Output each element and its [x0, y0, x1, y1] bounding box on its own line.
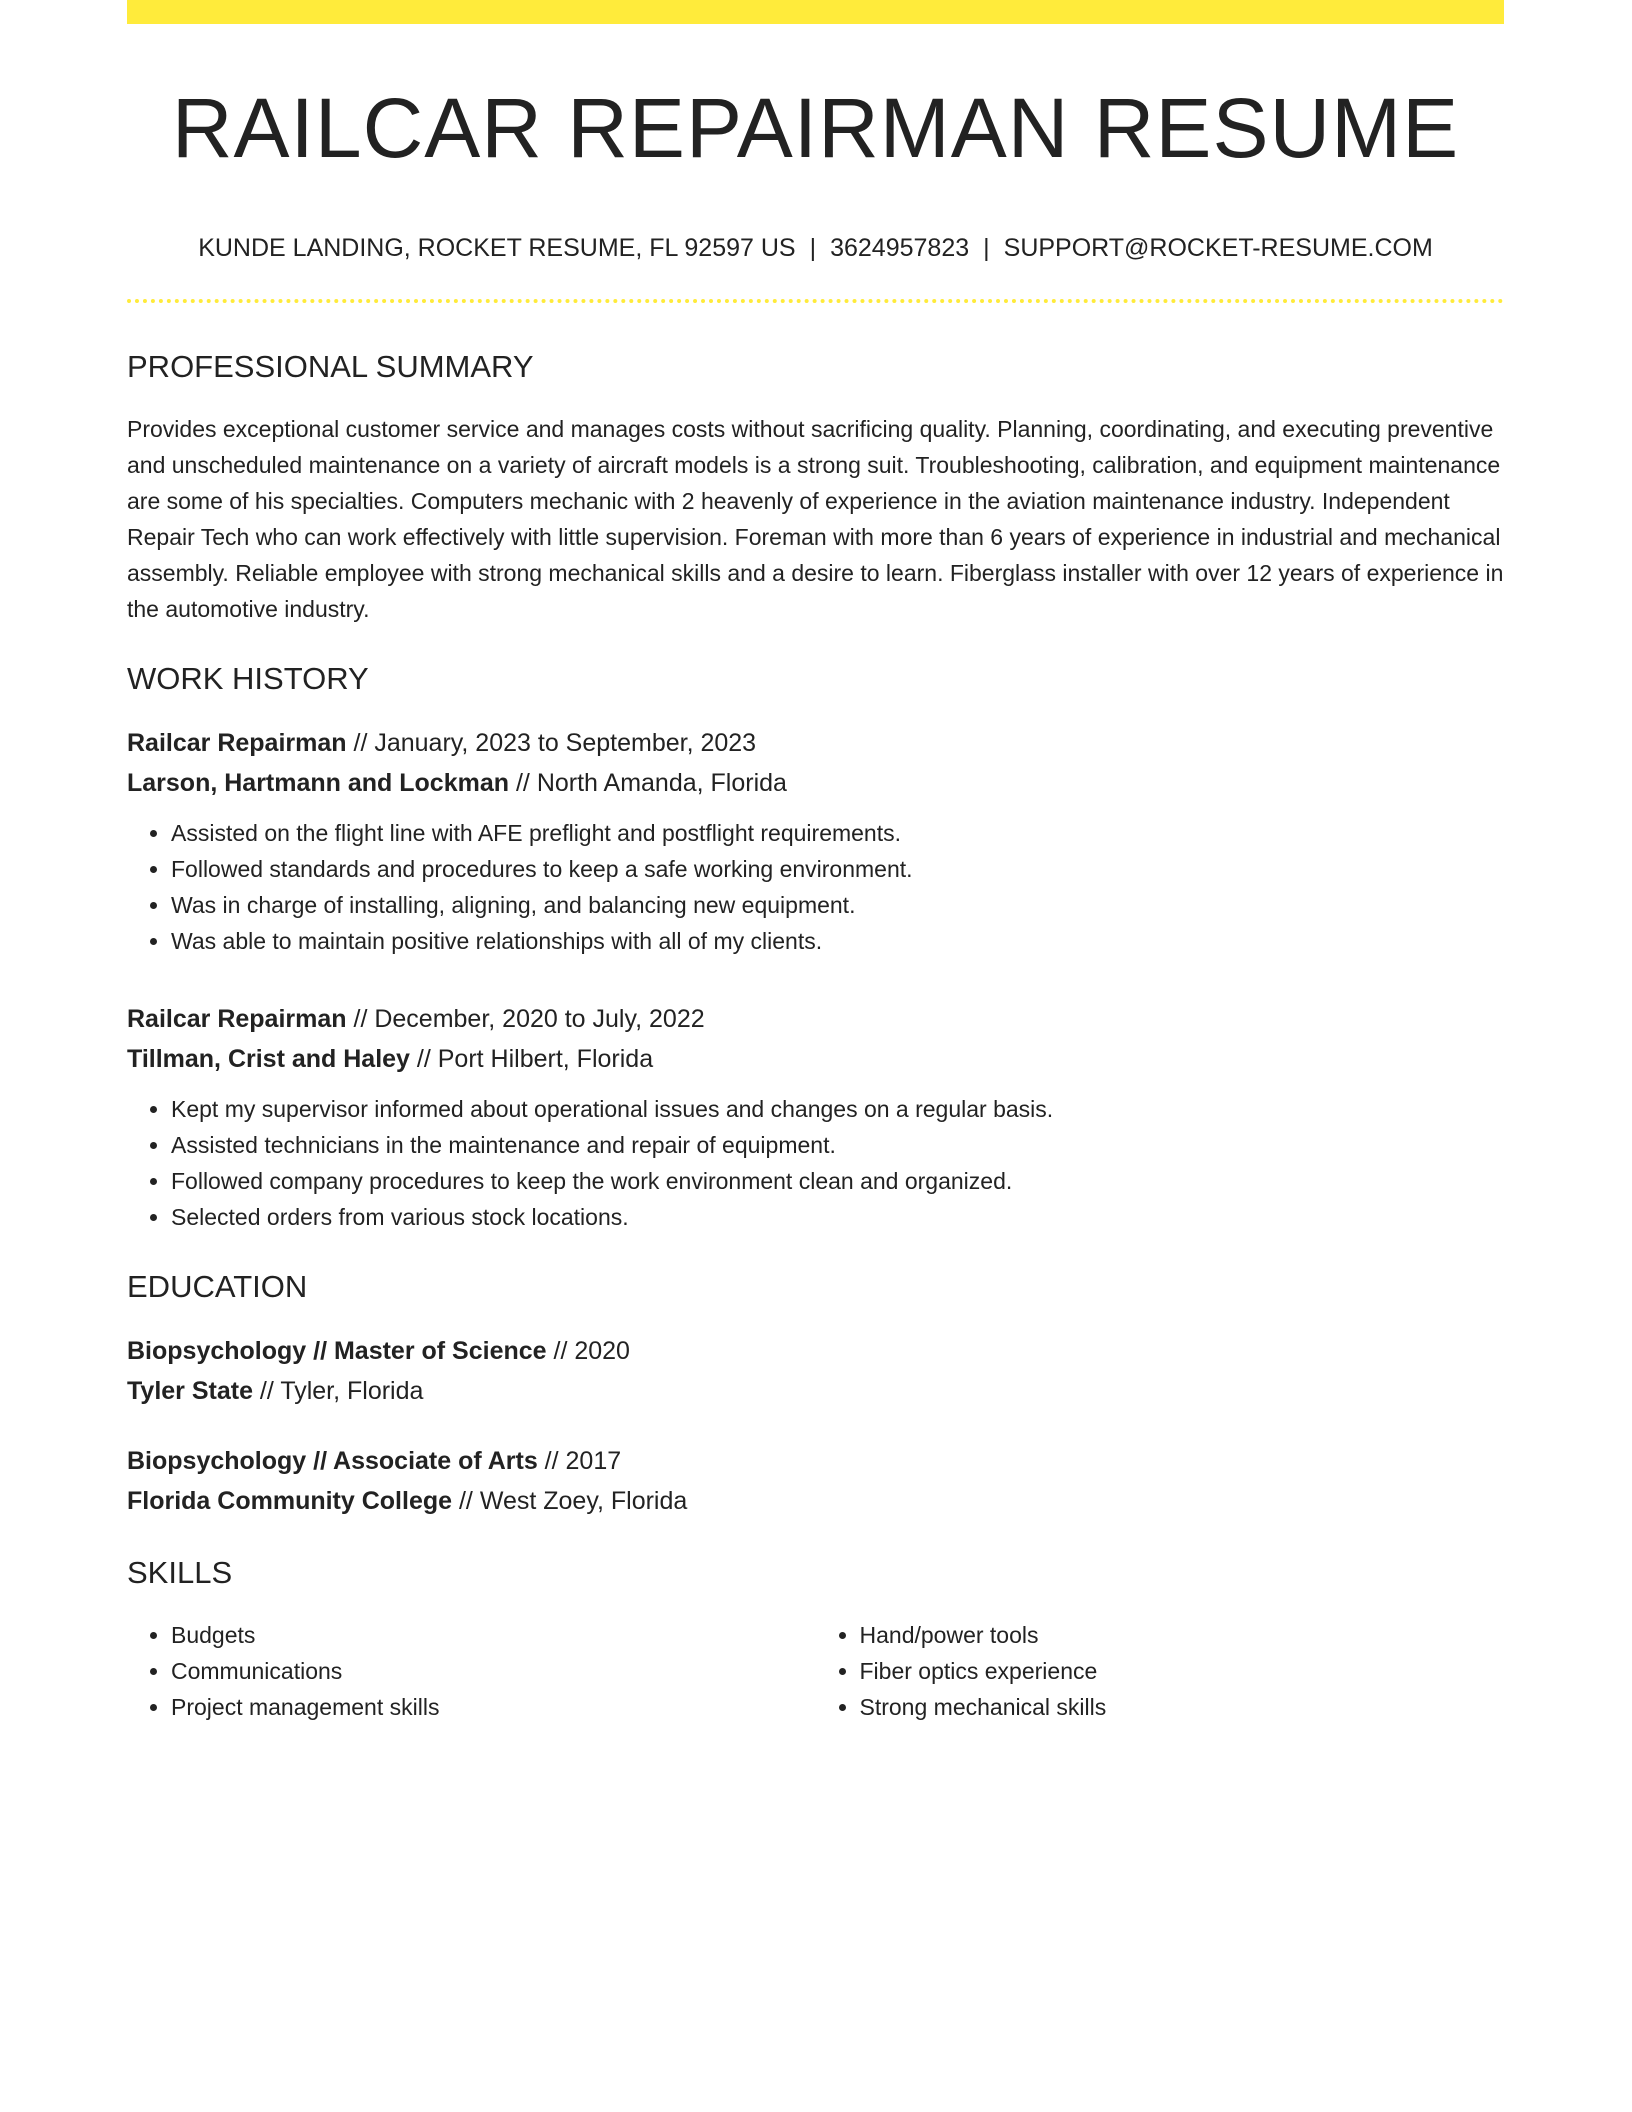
- contact-phone: 3624957823: [830, 234, 970, 263]
- list-item: • Followed company procedures to keep the work environment clean and organized.: [171, 1163, 1504, 1199]
- skills-columns: [127, 1617, 1504, 1725]
- job-title: Railcar Repairman: [127, 1005, 347, 1034]
- skills-heading: SKILLS: [127, 1555, 233, 1591]
- education-degree: Biopsychology // Master of Science: [127, 1337, 547, 1366]
- education-entry: [127, 1331, 1504, 1411]
- resume-title: RAILCAR REPAIRMAN RESUME: [171, 81, 1460, 175]
- job-entry: [127, 723, 1504, 959]
- list-item: • Was able to maintain positive relationships with all of my clients.: [171, 923, 1504, 959]
- accent-bar: [127, 0, 1504, 24]
- list-item: • Assisted on the flight line with AFE preflight and postflight requirements.: [171, 815, 1504, 851]
- summary-text: Provides exceptional customer service and manages costs without sacrificing quality. Planning, coordinating, and executing preventive and unscheduled maintenance on a variety of aircraft models is a strong suit. Troubleshooting, calibration, and equipment maintenance are some of his specialties. Computers mechanic with 2 heavenly of experience in the aviation maintenance industry. Independent Repair Tech who can work effectively with little supervision. Foreman with more than 6 years of experience in industrial and mechanical assembly. Reliable employee with strong mechanical skills and a desire to learn. Fiberglass installer with over 12 years of experience in the automotive industry.: [127, 416, 1504, 623]
- job-title: Railcar Repairman: [127, 729, 347, 758]
- skills-left-column: [127, 1617, 816, 1725]
- header-divider: [127, 299, 1504, 303]
- contact-address: KUNDE LANDING, ROCKET RESUME, FL 92597 US: [198, 234, 796, 263]
- education-entry: [127, 1441, 1504, 1521]
- job-company-line: [127, 763, 1504, 803]
- job-entry: [127, 999, 1504, 1235]
- job-location: // Port Hilbert, Florida: [409, 1045, 654, 1074]
- skills-right-column: [816, 1617, 1505, 1725]
- contact-separator: |: [809, 234, 817, 263]
- list-item: • Assisted technicians in the maintenance and repair of equipment.: [171, 1127, 1504, 1163]
- contact-email: SUPPORT@ROCKET-RESUME.COM: [1003, 234, 1433, 263]
- job-dates: // December, 2020 to July, 2022: [346, 1005, 705, 1034]
- job-bullets: [127, 1091, 1504, 1235]
- job-title-line: [127, 723, 1504, 763]
- education-degree: Biopsychology // Associate of Arts: [127, 1447, 538, 1476]
- job-location: // North Amanda, Florida: [509, 769, 787, 798]
- work-history-heading: WORK HISTORY: [127, 661, 369, 697]
- contact-separator: |: [983, 234, 990, 263]
- job-title-line: [127, 999, 1504, 1039]
- job-company: Tillman, Crist and Haley: [127, 1045, 410, 1074]
- list-item: • Was in charge of installing, aligning, and balancing new equipment.: [171, 887, 1504, 923]
- summary-heading: PROFESSIONAL SUMMARY: [127, 349, 534, 385]
- list-item: • Followed standards and procedures to keep a safe working environment.: [171, 851, 1504, 887]
- job-company: Larson, Hartmann and Lockman: [127, 769, 510, 798]
- job-bullets: [127, 815, 1504, 959]
- education-degree-line: [127, 1331, 1504, 1371]
- education-school-line: [127, 1481, 1504, 1521]
- resume-page: [127, 0, 1504, 1725]
- education-location: // Tyler, Florida: [252, 1377, 424, 1406]
- education-year: // 2020: [546, 1337, 630, 1366]
- education-degree-line: [127, 1441, 1504, 1481]
- education-school-line: [127, 1371, 1504, 1411]
- education-heading: EDUCATION: [127, 1269, 308, 1305]
- education-year: // 2017: [537, 1447, 622, 1476]
- skill-item: • Budgets: [171, 1617, 816, 1653]
- contact-line: [127, 234, 1504, 263]
- skill-item: • Fiber optics experience: [860, 1653, 1505, 1689]
- education-school: Tyler State: [127, 1377, 253, 1406]
- skill-item: • Strong mechanical skills: [860, 1689, 1505, 1725]
- job-dates: // January, 2023 to September, 2023: [346, 729, 757, 758]
- education-school: Florida Community College: [127, 1487, 453, 1516]
- skill-item: • Communications: [171, 1653, 816, 1689]
- job-company-line: [127, 1039, 1504, 1079]
- skill-item: • Project management skills: [171, 1689, 816, 1725]
- list-item: • Selected orders from various stock locations.: [171, 1199, 1504, 1235]
- education-location: // West Zoey, Florida: [452, 1487, 688, 1516]
- skill-item: • Hand/power tools: [860, 1617, 1505, 1653]
- list-item: • Kept my supervisor informed about operational issues and changes on a regular basis.: [171, 1091, 1504, 1127]
